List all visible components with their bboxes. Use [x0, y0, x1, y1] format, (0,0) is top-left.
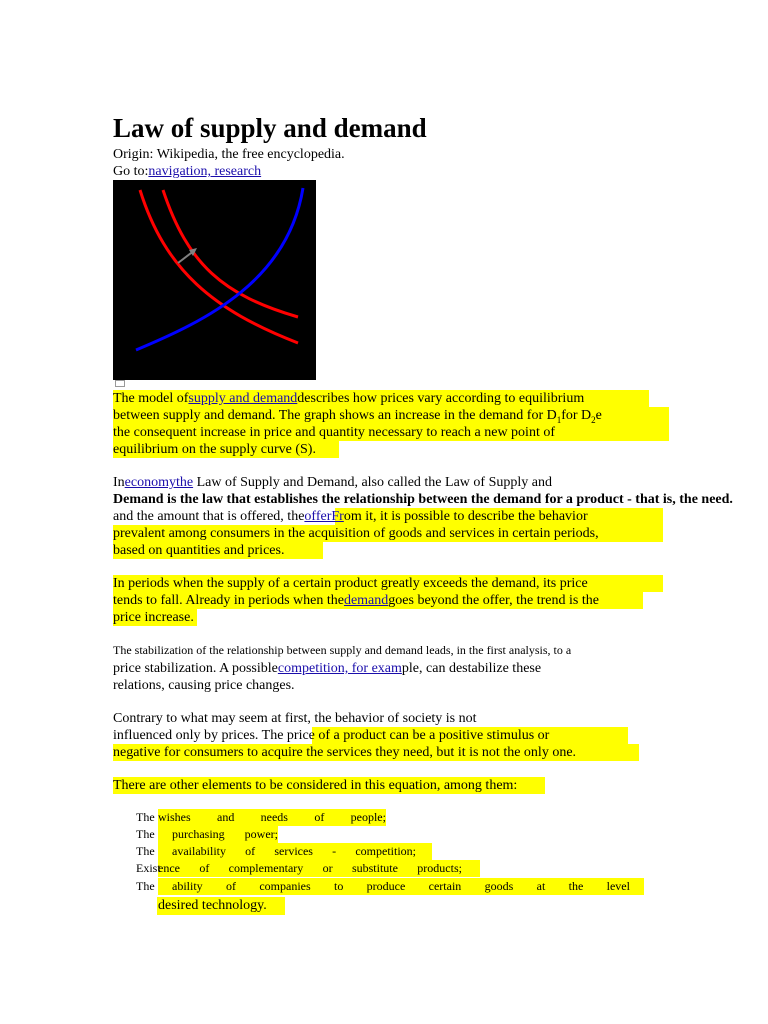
goto-prefix: Go to:: [113, 164, 149, 179]
p2-text: and the amount that is offered, the: [113, 509, 305, 524]
list-word: substitute: [351, 861, 398, 875]
p5-text: ce of a product can be a positive stimulus or: [302, 728, 550, 743]
list-item: [172, 826, 278, 843]
list-word: needs: [260, 810, 288, 824]
p2-line3: [113, 508, 588, 525]
list-item-lead: The: [136, 844, 155, 858]
list-item-lead: The: [136, 879, 155, 893]
list-item: [158, 809, 386, 826]
list-word: products;: [417, 861, 462, 875]
list-item-lead: Exist: [136, 861, 161, 875]
p2-text: Law of Supply and Demand, also called the Law of Supply and: [193, 475, 552, 490]
list-word: of: [226, 879, 236, 893]
list-word: availability: [172, 844, 226, 858]
p5-text: influenced only by prices. The pri: [113, 728, 303, 743]
list-word: complementary: [228, 861, 304, 875]
list-word: competition;: [355, 844, 416, 858]
p1-text: describes how prices vary according to equilibrium: [297, 391, 585, 406]
list-word: companies: [259, 879, 311, 893]
list-item-lead: The: [136, 827, 155, 841]
list-item: [158, 860, 462, 877]
page-title: Law of supply and demand: [113, 113, 427, 143]
p1-line3: the consequent increase in price and quantity necessary to reach a new point of: [113, 425, 555, 440]
list-word: produce: [366, 879, 406, 893]
p2-text: In: [113, 475, 125, 490]
p1-line4: equilibrium on the supply curve (S).: [113, 442, 316, 457]
list-word: services: [274, 844, 313, 858]
p2-line5: based on quantities and prices.: [113, 543, 285, 558]
economy-link[interactable]: economythe: [124, 475, 194, 490]
p4-line3: relations, causing price changes.: [113, 678, 295, 693]
demand-link[interactable]: demand: [343, 593, 389, 608]
list-word: ability: [172, 879, 203, 893]
list-word: or: [322, 861, 333, 875]
p1-text: e: [595, 408, 602, 423]
list-item: [172, 878, 630, 895]
p1-text: for D: [561, 408, 592, 423]
list-word: power;: [244, 827, 278, 841]
goto-line: [113, 163, 261, 180]
p3-line1: In periods when the supply of a certain product greatly exceeds the demand, its price: [113, 576, 588, 591]
list-word: wishes: [158, 810, 191, 824]
list-word: -: [332, 844, 337, 858]
list-word: to: [333, 879, 344, 893]
p1-text: The model of: [113, 391, 189, 406]
list-word: of: [314, 810, 325, 824]
p5-line1: Contrary to what may seem at first, the behavior of society is not: [113, 711, 477, 726]
p2-line1: [113, 474, 552, 491]
p2-line2: Demand is the law that establishes the relationship between the demand for a product - that is, the need.: [113, 492, 733, 507]
p5-line3: negative for consumers to acquire the services they need, but it is not the only one.: [113, 745, 577, 760]
list-word: and: [217, 810, 235, 824]
d2-subscript: 2: [591, 414, 596, 425]
p1-text: between supply and demand. The graph shows an increase in the demand for D: [113, 408, 557, 423]
goto-link[interactable]: navigation, research: [148, 164, 262, 179]
list-word: ence: [158, 861, 180, 875]
list-word: of: [245, 844, 256, 858]
list-word: certain: [428, 879, 462, 893]
p4-line1: The stabilization of the relationship between supply and demand leads, in the first analysis, to a: [113, 643, 572, 657]
offer-link[interactable]: offerFr: [304, 509, 344, 524]
p2-line4: prevalent among consumers in the acquisition of goods and services in certain periods,: [113, 526, 599, 541]
p4-line2: [113, 660, 541, 677]
chart-background: [113, 180, 316, 380]
p4-text: ple, can destabilize these: [401, 661, 542, 676]
p3-text: goes beyond the offer, the trend is the: [388, 593, 599, 608]
image-anchor-icon: [115, 380, 125, 387]
supply-demand-chart: [113, 180, 316, 380]
p3-text: tends to fall. Already in periods when the: [113, 593, 344, 608]
competition-link[interactable]: competition, for exam: [277, 661, 402, 676]
p1-line1: [113, 390, 584, 407]
p3-line3: price increase.: [113, 610, 194, 625]
list-word: the: [568, 879, 584, 893]
list-word: of: [199, 861, 210, 875]
list-word: at: [536, 879, 546, 893]
p4-text: price stabilization. A possible: [113, 661, 278, 676]
p5-line2: [113, 727, 549, 744]
list-word: people;: [350, 810, 386, 824]
p6-line: There are other elements to be considered in this equation, among them:: [113, 778, 518, 793]
list-word: purchasing: [172, 827, 225, 841]
d1-subscript: 1: [556, 414, 562, 425]
list-tail: desired technology.: [158, 898, 267, 913]
list-word: level: [606, 879, 630, 893]
supply-and-demand-link[interactable]: supply and demand: [188, 391, 298, 406]
origin-line: Origin: Wikipedia, the free encyclopedia.: [113, 147, 345, 162]
p2-text: om it, it is possible to describe the behavior: [343, 509, 588, 524]
p3-line2: [113, 592, 599, 609]
list-word: goods: [484, 879, 514, 893]
list-item-lead: The: [136, 810, 155, 824]
list-item: [172, 843, 416, 860]
